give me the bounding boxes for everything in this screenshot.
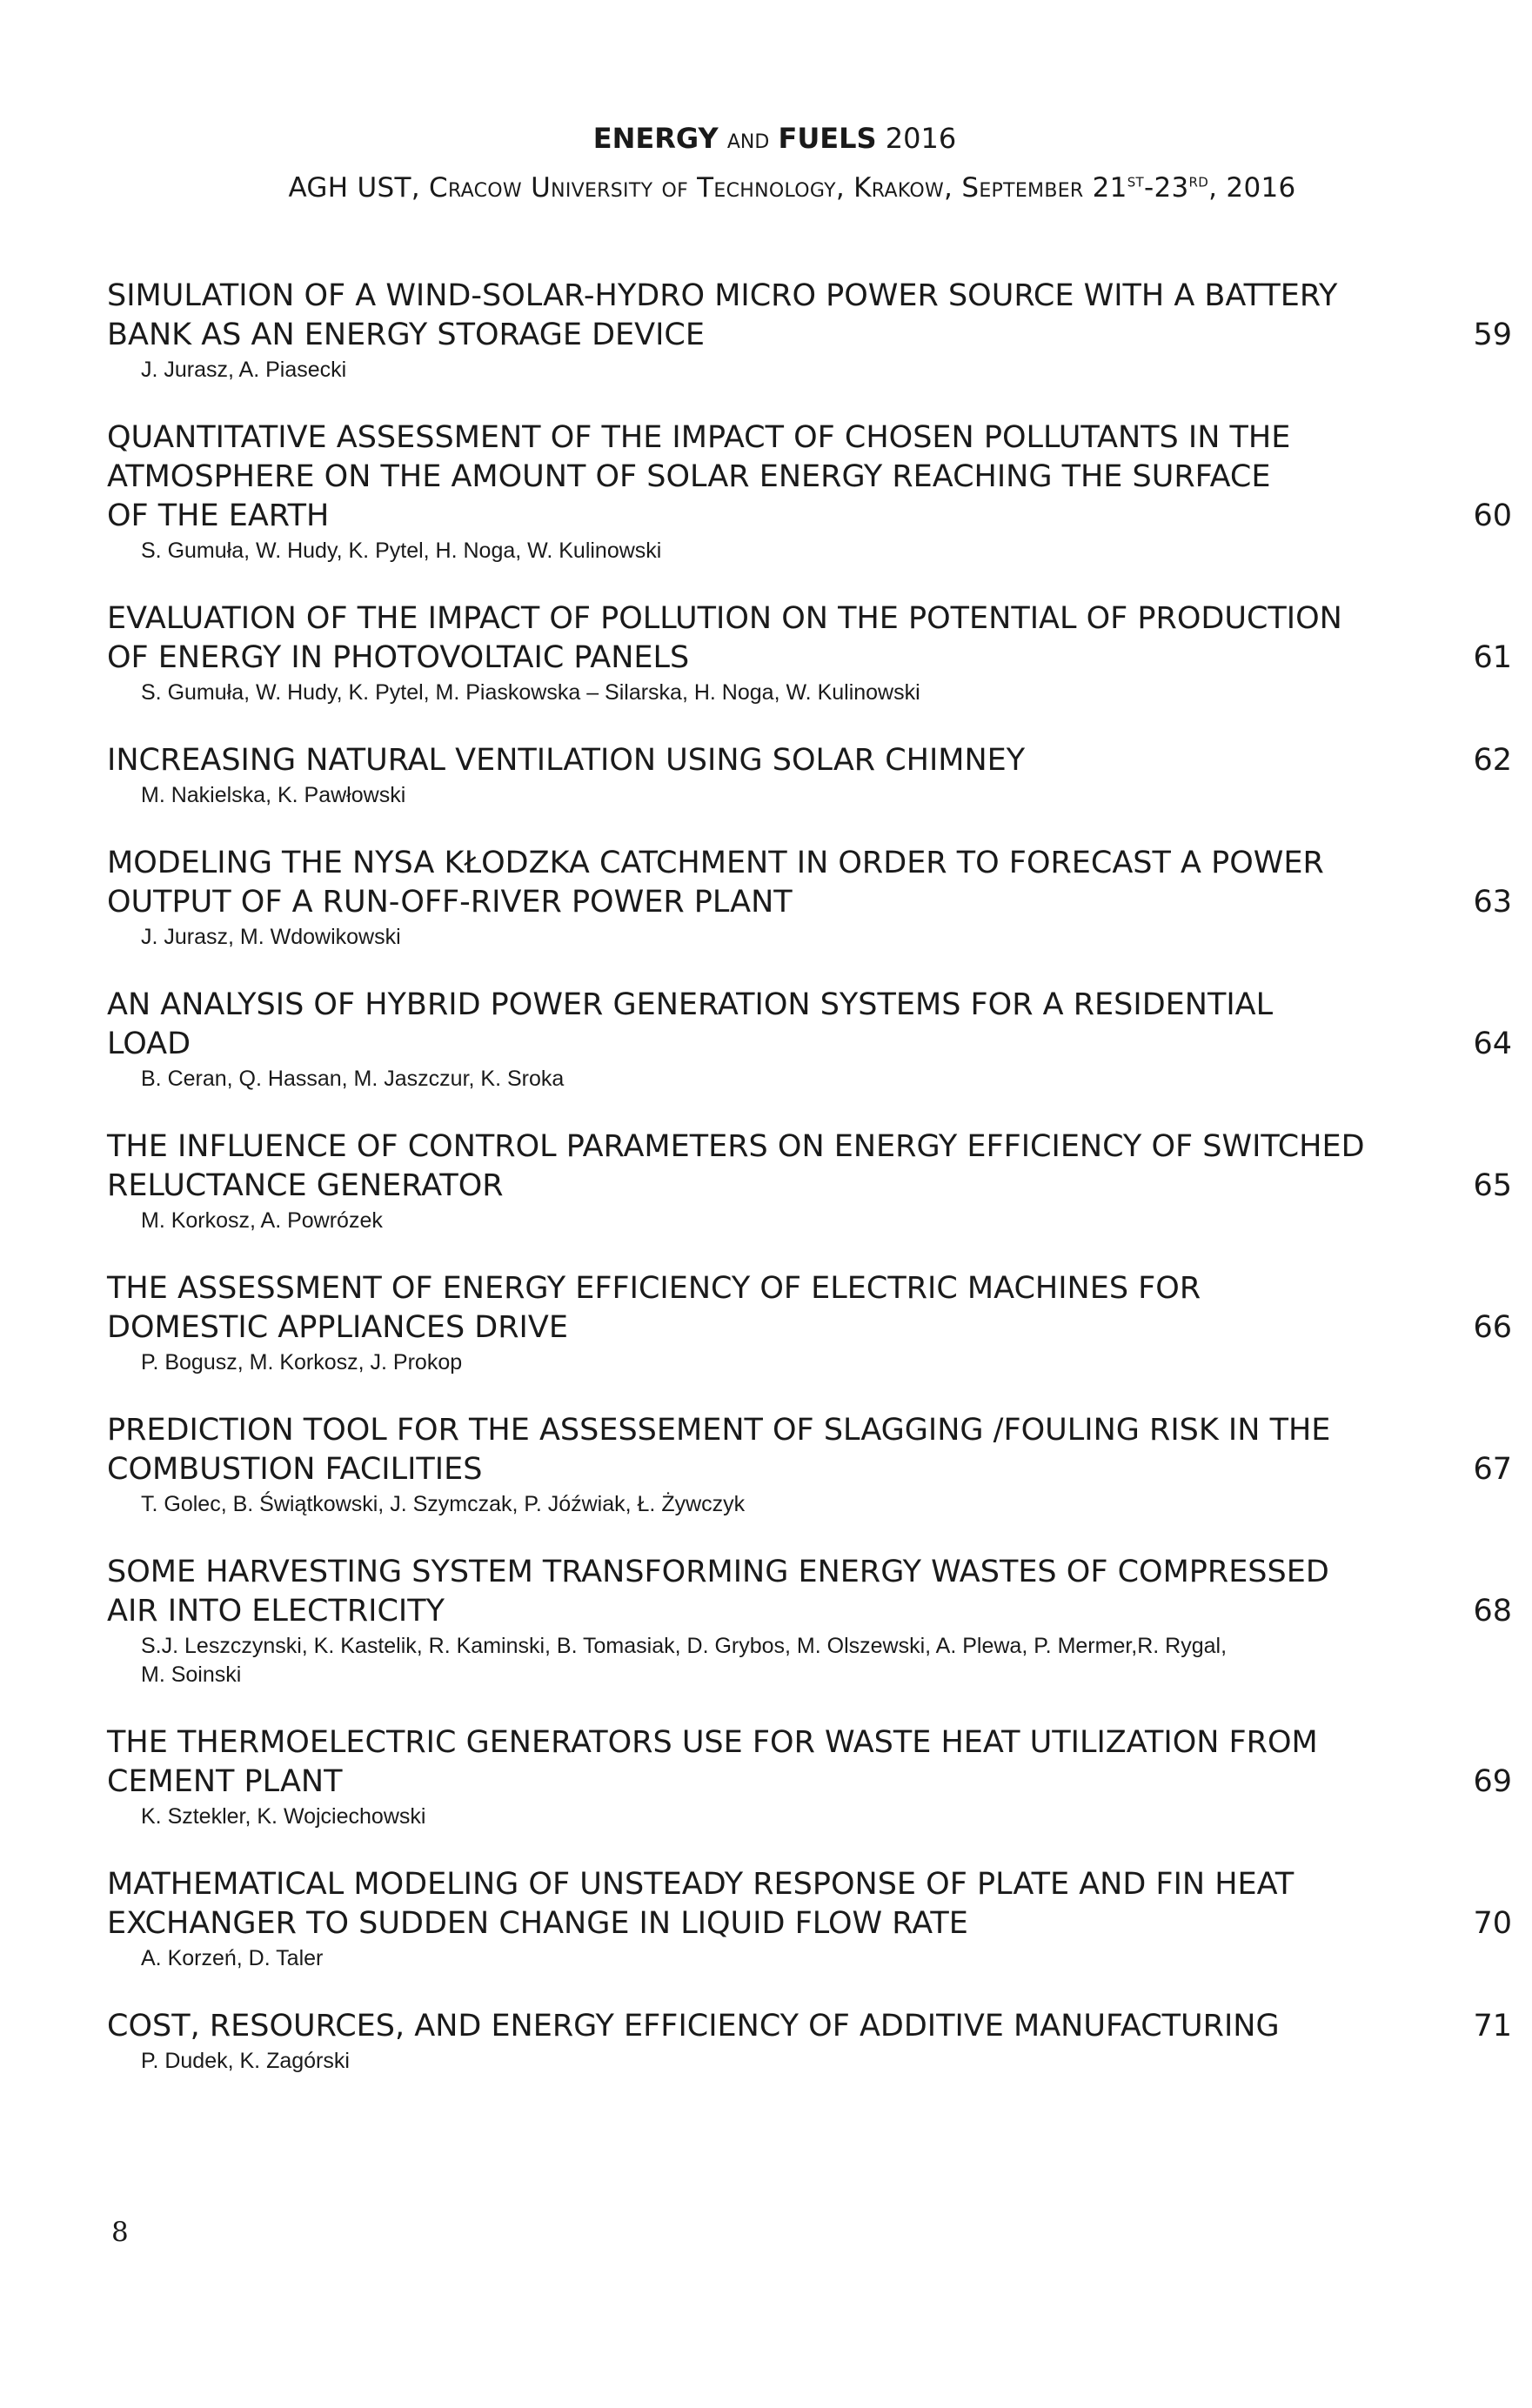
entry-page-number: 66 [1473, 1310, 1512, 1345]
toc-entry [107, 277, 1515, 384]
entry-authors: M. Korkosz, A. Powrózek [141, 1208, 383, 1233]
venue-sup-st: ST [1127, 174, 1144, 191]
entry-title-line [107, 1592, 1515, 1631]
entry-title-text: THE THERMOELECTRIC GENERATORS USE FOR WASTE HEAT UTILIZATION FROM [107, 1725, 1318, 1760]
entry-title-text: BANK AS AN ENERGY STORAGE DEVICE [107, 318, 705, 352]
toc-entry [107, 986, 1515, 1093]
entry-authors: M. Soinski [141, 1662, 242, 1687]
entry-title-text: QUANTITATIVE ASSESSMENT OF THE IMPACT OF CHOSEN POLLUTANTS IN THE [107, 420, 1291, 455]
entry-title-line [107, 277, 1515, 316]
entry-title-line [107, 1865, 1515, 1904]
entry-title-text: SOME HARVESTING SYSTEM TRANSFORMING ENERGY WASTES OF COMPRESSED [107, 1555, 1329, 1589]
entry-authors: A. Korzeń, D. Taler [141, 1946, 324, 1970]
entry-title-text: COST, RESOURCES, AND ENERGY EFFICIENCY OF ADDITIVE MANUFACTURING [107, 2009, 1280, 2043]
entry-title-text: ATMOSPHERE ON THE AMOUNT OF SOLAR ENERGY REACHING THE SURFACE [107, 459, 1271, 494]
entry-title-line [107, 1904, 1515, 1943]
conference-venue [0, 172, 1532, 204]
entry-title-line [107, 741, 1515, 780]
entry-page-number: 60 [1473, 498, 1512, 533]
entry-page-number: 64 [1473, 1027, 1512, 1061]
entry-title-line [107, 986, 1515, 1025]
entry-title-text: MATHEMATICAL MODELING OF UNSTEADY RESPONSE OF PLATE AND FIN HEAT [107, 1867, 1295, 1902]
title-energy: ENERGY [592, 122, 719, 155]
entry-title-text: COMBUSTION FACILITIES [107, 1452, 483, 1487]
entry-title-line [107, 497, 1515, 536]
entry-title-line [107, 1308, 1515, 1348]
toc-entry [107, 418, 1515, 565]
entry-title-line [107, 883, 1515, 922]
entry-title-text: AIR INTO ELECTRICITY [107, 1594, 445, 1629]
entry-page-number: 69 [1473, 1764, 1512, 1799]
toc-entry [107, 2007, 1515, 2075]
toc-entry [107, 1553, 1515, 1689]
entry-authors: J. Jurasz, M. Wdowikowski [141, 925, 401, 949]
entry-authors: K. Sztekler, K. Wojciechowski [141, 1804, 426, 1829]
toc-entry [107, 844, 1515, 951]
entry-title-line [107, 2007, 1515, 2046]
toc-entry [107, 599, 1515, 706]
entry-title-text: INCREASING NATURAL VENTILATION USING SOLAR CHIMNEY [107, 743, 1026, 778]
venue-sup-rd: RD [1188, 174, 1209, 191]
entry-title-text: THE INFLUENCE OF CONTROL PARAMETERS ON ENERGY EFFICIENCY OF SWITCHED [107, 1129, 1365, 1164]
entry-title-line [107, 316, 1515, 355]
entry-title-line [107, 599, 1515, 639]
entry-title-text: EVALUATION OF THE IMPACT OF POLLUTION ON THE POTENTIAL OF PRODUCTION [107, 601, 1342, 636]
entry-title-text: AN ANALYSIS OF HYBRID POWER GENERATION SYSTEMS FOR A RESIDENTIAL [107, 987, 1274, 1022]
table-of-contents [107, 277, 1515, 2110]
entry-title-text: EXCHANGER TO SUDDEN CHANGE IN LIQUID FLOW RATE [107, 1906, 968, 1941]
entry-page-number: 68 [1473, 1594, 1512, 1629]
entry-authors: P. Dudek, K. Zagórski [141, 2049, 350, 2073]
entry-authors: J. Jurasz, A. Piasecki [141, 358, 347, 382]
entry-title-line [107, 1763, 1515, 1802]
title-year: 2016 [885, 122, 957, 155]
entry-title-text: CEMENT PLANT [107, 1764, 343, 1799]
entry-page-number: 65 [1473, 1168, 1512, 1203]
entry-title-text: PREDICTION TOOL FOR THE ASSESSEMENT OF SLAGGING /FOULING RISK IN THE [107, 1413, 1331, 1448]
entry-title-line [107, 458, 1515, 497]
conference-title [0, 122, 1532, 155]
toc-entry [107, 1269, 1515, 1376]
venue-dash: -23 [1144, 172, 1189, 204]
entry-page-number: 62 [1473, 743, 1512, 778]
entry-authors: T. Golec, B. Świątkowski, J. Szymczak, P. Jóźwiak, Ł. Żywczyk [141, 1492, 746, 1516]
entry-page-number: 70 [1473, 1906, 1512, 1941]
entry-title-line [107, 1127, 1515, 1167]
entry-page-number: 59 [1473, 318, 1512, 352]
entry-title-line [107, 418, 1515, 458]
entry-title-text: MODELING THE NYSA KŁODZKA CATCHMENT IN ORDER TO FORECAST A POWER [107, 846, 1324, 880]
entry-title-text: OF ENERGY IN PHOTOVOLTAIC PANELS [107, 640, 690, 675]
toc-entry [107, 1723, 1515, 1830]
entry-page-number: 61 [1473, 640, 1512, 675]
toc-entry [107, 1127, 1515, 1234]
toc-entry [107, 741, 1515, 809]
entry-title-line [107, 1553, 1515, 1592]
venue-tail: , 2016 [1208, 172, 1296, 204]
entry-title-line [107, 844, 1515, 883]
entry-authors: S. Gumuła, W. Hudy, K. Pytel, H. Noga, W. Kulinowski [141, 538, 662, 563]
entry-authors: B. Ceran, Q. Hassan, M. Jaszczur, K. Sroka [141, 1067, 565, 1091]
entry-authors: S.J. Leszczynski, K. Kastelik, R. Kaminski, B. Tomasiak, D. Grybos, M. Olszewski, A. Plewa, P. Mermer,R. Rygal, [141, 1634, 1228, 1658]
entry-page-number: 71 [1473, 2009, 1512, 2043]
title-and: AND [726, 131, 770, 153]
entry-title-text: DOMESTIC APPLIANCES DRIVE [107, 1310, 568, 1345]
entry-title-text: THE ASSESSMENT OF ENERGY EFFICIENCY OF ELECTRIC MACHINES FOR [107, 1271, 1201, 1306]
toc-entry [107, 1411, 1515, 1518]
entry-title-line [107, 1723, 1515, 1763]
entry-title-line [107, 1025, 1515, 1064]
title-fuels: FUELS [778, 122, 877, 155]
entry-title-line [107, 1269, 1515, 1308]
entry-authors: P. Bogusz, M. Korkosz, J. Prokop [141, 1350, 463, 1375]
entry-title-line [107, 1450, 1515, 1489]
entry-authors: M. Nakielska, K. Pawłowski [141, 783, 406, 807]
entry-title-line [107, 639, 1515, 678]
entry-title-text: RELUCTANCE GENERATOR [107, 1168, 504, 1203]
entry-title-line [107, 1167, 1515, 1206]
page-number: 8 [111, 2217, 129, 2248]
toc-entry [107, 1865, 1515, 1972]
venue-text: AGH UST, Cracow University of Technology, Krakow, September 21 [288, 172, 1127, 204]
entry-page-number: 67 [1473, 1452, 1512, 1487]
entry-authors: S. Gumuła, W. Hudy, K. Pytel, M. Piaskowska – Silarska, H. Noga, W. Kulinowski [141, 680, 920, 705]
entry-title-text: OUTPUT OF A RUN-OFF-RIVER POWER PLANT [107, 885, 793, 920]
entry-title-line [107, 1411, 1515, 1450]
entry-page-number: 63 [1473, 885, 1512, 920]
entry-title-text: OF THE EARTH [107, 498, 330, 533]
entry-title-text: SIMULATION OF A WIND-SOLAR-HYDRO MICRO POWER SOURCE WITH A BATTERY [107, 278, 1338, 313]
entry-title-text: LOAD [107, 1027, 191, 1061]
